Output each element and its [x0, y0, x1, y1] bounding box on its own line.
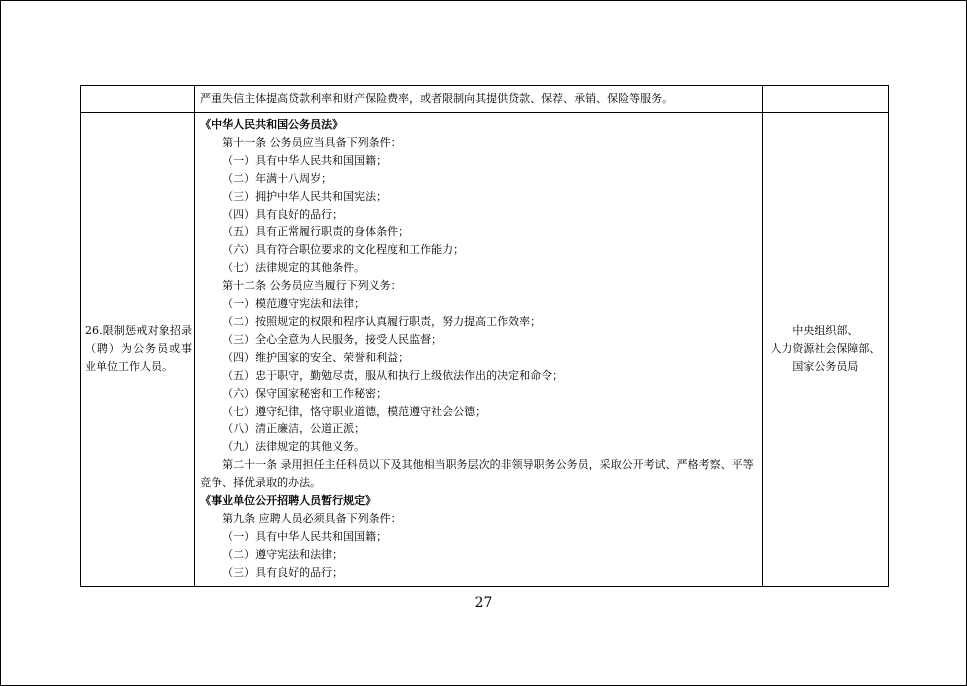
- department-line: 中央组织部、: [792, 324, 859, 338]
- list-item: （二）年满十八周岁；: [222, 171, 333, 185]
- list-item: （三）具有良好的品行；: [222, 565, 344, 579]
- list-item: （五）具有正常履行职责的身体条件；: [222, 225, 410, 239]
- page-number: 27: [474, 595, 493, 611]
- document-table: [80, 85, 889, 587]
- list-item: （四）维护国家的安全、荣誉和利益；: [222, 350, 410, 364]
- list-item: （七）法律规定的其他条件。: [222, 261, 366, 275]
- article-paragraph: 第二十一条 录用担任主任科员以下及其他相当职务层次的非领导职务公务员，采取公开考试、严格考察、平等竞争、择优录取的办法。: [200, 458, 754, 490]
- list-item: （一）具有中华人民共和国国籍；: [222, 153, 388, 167]
- basis-cell: [195, 113, 763, 587]
- list-item: （五）忠于职守，勤勉尽责，服从和执行上级依法作出的决定和命令；: [222, 368, 564, 382]
- measure-text: 26.限制惩戒对象招录（聘）为公务员或事业单位工作人员。: [85, 324, 193, 374]
- measure-cell-empty: [81, 86, 195, 113]
- list-item: （三）全心全意为人民服务，接受人民监督；: [222, 332, 443, 346]
- department-line: 国家公务员局: [792, 360, 859, 374]
- list-item: （八）清正廉洁，公道正派；: [222, 422, 366, 436]
- list-item: （二）按照规定的权限和程序认真履行职责，努力提高工作效率；: [222, 314, 542, 328]
- table-row: [81, 86, 889, 113]
- list-item: （四）具有良好的品行；: [222, 207, 344, 221]
- list-item: （三）拥护中华人民共和国宪法；: [222, 189, 388, 203]
- list-item: （九）法律规定的其他义务。: [222, 440, 366, 454]
- list-item: （六）具有符合职位要求的文化程度和工作能力；: [222, 243, 465, 257]
- department-cell-empty: [762, 86, 888, 113]
- list-item: （一）具有中华人民共和国国籍；: [222, 529, 388, 543]
- basis-text: 严重失信主体提高贷款利率和财产保险费率，或者限制向其提供贷款、保荐、承销、保险等服务。: [200, 92, 674, 106]
- department-line: 人力资源社会保障部、: [770, 342, 881, 356]
- list-item: （七）遵守纪律，恪守职业道德，模范遵守社会公德；: [222, 404, 487, 418]
- list-item: （一）模范遵守宪法和法律；: [222, 297, 366, 311]
- list-item: （六）保守国家秘密和工作秘密；: [222, 386, 388, 400]
- law-title: 《事业单位公开招聘人员暂行规定》: [200, 494, 377, 508]
- department-cell: [762, 113, 888, 587]
- article-heading: 第九条 应聘人员必须具备下列条件：: [222, 511, 402, 525]
- basis-cell-continued: [195, 86, 763, 113]
- law-title: 《中华人民共和国公务员法》: [200, 118, 344, 131]
- article-heading: 第十二条 公务员应当履行下列义务：: [222, 279, 402, 293]
- measure-cell: [81, 113, 195, 587]
- article-heading: 第十一条 公务员应当具备下列条件：: [222, 135, 402, 149]
- list-item: （二）遵守宪法和法律；: [222, 547, 344, 561]
- table-row: [81, 113, 889, 587]
